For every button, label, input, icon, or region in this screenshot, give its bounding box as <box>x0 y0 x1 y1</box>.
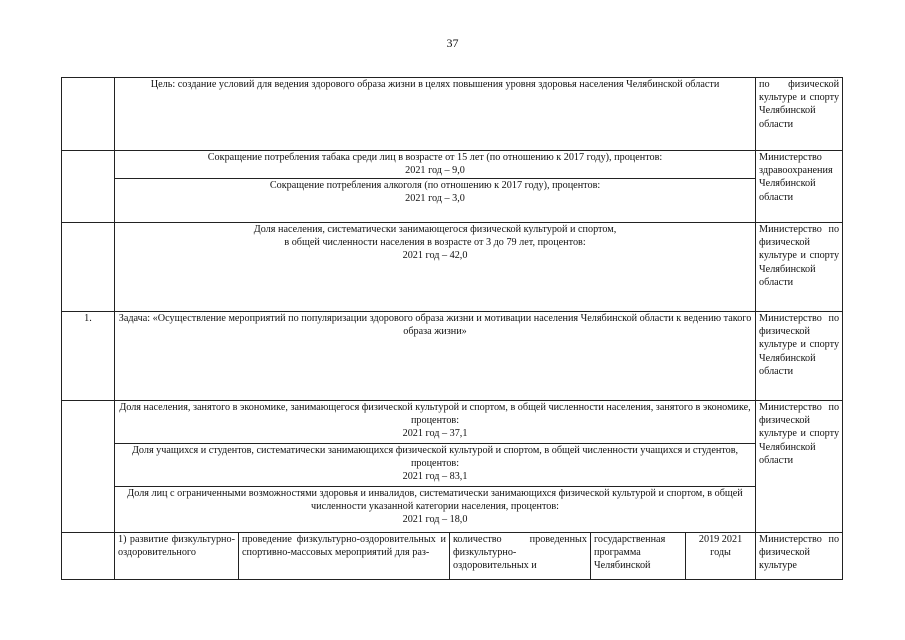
task-number: 1. <box>62 312 115 401</box>
indicator-employed <box>115 401 756 444</box>
responsible-cell: Министерство по физической культуре <box>756 533 843 580</box>
indicator-value: 2021 год – 42,0 <box>402 250 468 262</box>
sport-ministry: Министерство по физической культуре и спорту Челябинской области <box>756 223 843 312</box>
indicators-responsible: Министерство по физической культуре и спорту Челябинской области <box>756 401 843 533</box>
task-row <box>62 312 843 401</box>
number-cell-empty <box>62 223 115 312</box>
indicator-row <box>62 444 843 487</box>
indicator-row <box>62 401 843 444</box>
result-cell: количество проведенных физкультурно-оздоровительных и <box>450 533 591 580</box>
task-responsible: Министерство по физической культуре и спорту Челябинской области <box>756 312 843 401</box>
indicator-row <box>62 223 843 312</box>
indicator-row <box>62 179 843 223</box>
indicator-value: 2021 год – 83,1 <box>402 471 468 483</box>
indicator-alcohol <box>115 179 756 223</box>
task-text: Задача: «Осуществление мероприятий по популяризации здорового образа жизни и мотивации населения Челябинской области к ведению такого образа жизни» <box>115 312 756 401</box>
indicator-disabled <box>115 487 756 533</box>
direction-cell: 1) развитие физкультурно-оздоровительного <box>115 533 239 580</box>
indicator-value: 2021 год – 3,0 <box>405 193 465 205</box>
indicator-text: Доля населения, занятого в экономике, занимающегося физической культурой и спортом, в общей численности населения, занятого в экономике, процентов: <box>119 402 751 427</box>
number-cell-empty <box>62 533 115 580</box>
indicator-value: 2021 год – 37,1 <box>402 428 468 440</box>
indicator-row <box>62 487 843 533</box>
years-cell: 2019 2021 годы <box>686 533 756 580</box>
goal-row <box>62 78 843 151</box>
indicator-text: Доля учащихся и студентов, систематически занимающихся физической культурой и спортом, в общей численности учащихся и студентов, процентов: <box>131 445 739 470</box>
indicator-text: Сокращение потребления табака среди лиц в возрасте от 15 лет (по отношению к 2017 году), процентов: <box>207 152 663 163</box>
indicator-text: Доля населения, систематически занимающегося физической культурой и спортом, <box>253 224 617 235</box>
goal-responsible: по физической культуре и спорту Челябинской области <box>756 78 843 151</box>
indicator-text: в общей численности населения в возрасте от 3 до 79 лет, процентов: <box>284 237 586 249</box>
page-number: 37 <box>446 36 459 50</box>
indicator-row <box>62 151 843 179</box>
indicator-value: 2021 год – 9,0 <box>405 165 465 177</box>
program-cell: государственная программа Челябинской <box>591 533 686 580</box>
activity-cell: проведение физкультурно-оздоровительных и спортивно-массовых мероприятий для раз- <box>239 533 450 580</box>
indicator-tobacco <box>115 151 756 179</box>
activity-row <box>62 533 843 580</box>
program-table <box>61 77 843 580</box>
number-cell-empty <box>62 151 115 223</box>
indicator-text: Сокращение потребления алкоголя (по отношению к 2017 году), процентов: <box>269 180 601 191</box>
number-cell-empty <box>62 78 115 151</box>
indicator-text: Доля лиц с ограниченными возможностями здоровья и инвалидов, систематически занимающихся физической культурой и спортом, в общей численности указанной категории населения, процентов: <box>127 488 743 513</box>
goal-text: Цель: создание условий для ведения здорового образа жизни в целях повышения уровня здоровья населения Челябинской области <box>115 78 756 151</box>
number-cell-empty <box>62 401 115 533</box>
indicator-students <box>115 444 756 487</box>
health-ministry: Министерство здравоохранения Челябинской области <box>756 151 843 223</box>
indicator-value: 2021 год – 18,0 <box>402 514 468 526</box>
indicator-activity <box>115 223 756 312</box>
